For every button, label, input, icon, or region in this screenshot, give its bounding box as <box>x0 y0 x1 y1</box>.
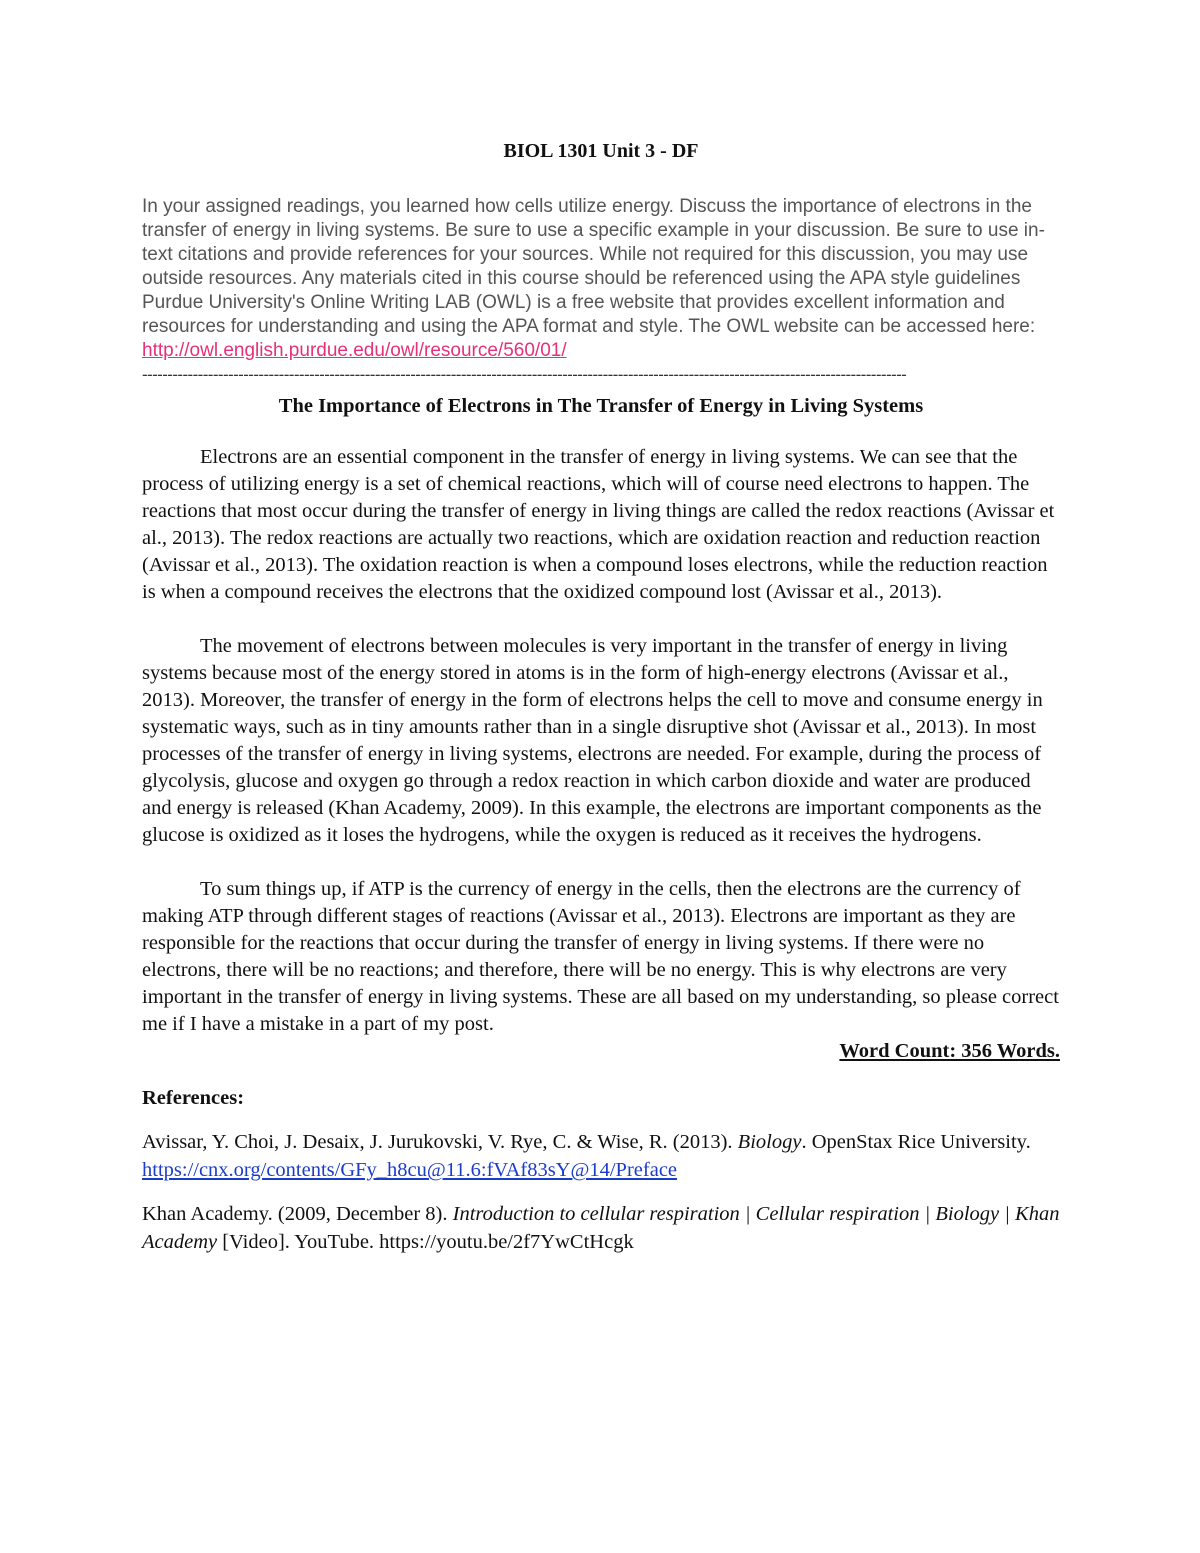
references-heading: References: <box>142 1087 245 1109</box>
reference-text: Khan Academy. (2009, December 8). <box>142 1203 453 1225</box>
reference-text: Avissar, Y. Choi, J. Desaix, J. Jurukovski, V. Rye, C. & Wise, R. (2013). <box>142 1131 738 1153</box>
reference-text: . OpenStax Rice University. <box>801 1131 1031 1153</box>
reference-title: Introduction to cellular respiration | Cellular respiration | Biology | Khan Academy <box>142 1203 1060 1253</box>
reference-item <box>142 1200 1060 1256</box>
section-divider: ------------------------------------------------------------------------------------------------------------------------------------------------------- <box>142 365 907 384</box>
owl-link[interactable]: http://owl.english.purdue.edu/owl/resource/560/01/ <box>142 340 567 361</box>
word-count: Word Count: 356 Words. <box>839 1040 1060 1062</box>
essay-paragraph-2: The movement of electrons between molecules is very important in the transfer of energy in living systems because most of the energy stored in atoms is in the form of high-energy electrons (Avissar et al., 2013). Moreover, the transfer of energy in the form of electrons helps the cell to move and consume energy in systematic ways, such as in tiny amounts rather than in a single disruptive shot (Avissar et al., 2013). In most processes of the transfer of energy in living systems, electrons are needed. For example, during the process of glycolysis, glucose and oxygen go through a redox reaction in which carbon dioxide and water are produced and energy is released (Khan Academy, 2009). In this example, the electrons are important components as the glucose is oxidized as it loses the hydrogens, while the oxygen is reduced as it receives the hydrogens. <box>142 635 1043 846</box>
reference-item <box>142 1128 1060 1184</box>
prompt-text: In your assigned readings, you learned how cells utilize energy. Discuss the importance of electrons in the transfer of energy in living systems. Be sure to use a specific example in your discussion. Be sure to use in-text citations and provide references for your sources. While not required for this discussion, you may use outside resources. Any materials cited in this course should be referenced using the APA style guidelines Purdue University's Online Writing LAB (OWL) is a free website that provides excellent information and resources for understanding and using the APA format and style. The OWL website can be accessed here: <box>142 196 1045 337</box>
reference-title: Biology <box>737 1131 802 1153</box>
document-title: BIOL 1301 Unit 3 - DF <box>503 140 699 162</box>
essay-paragraph-1: Electrons are an essential component in the transfer of energy in living systems. We can see that the process of utilizing energy is a set of chemical reactions, which will of course need electrons to happen. The reactions that most occur during the transfer of energy in living things are called the redox reactions (Avissar et al., 2013). The redox reactions are actually two reactions, which are oxidation reaction and reduction reaction (Avissar et al., 2013). The oxidation reaction is when a compound loses electrons, while the reduction reaction is when a compound receives the electrons that the oxidized compound lost (Avissar et al., 2013). <box>142 446 1055 603</box>
reference-text: [Video]. YouTube. https://youtu.be/2f7YwCtHcgk <box>217 1231 634 1253</box>
essay-paragraph-3: To sum things up, if ATP is the currency of energy in the cells, then the electrons are the currency of making ATP through different stages of reactions (Avissar et al., 2013). Electrons are important as they are responsible for the reactions that occur during the transfer of energy in living systems. If there were no electrons, there will be no reactions; and therefore, there will be no energy. This is why electrons are very important in the transfer of energy in living systems. These are all based on my understanding, so please correct me if I have a mistake in a part of my post. <box>142 878 1059 1035</box>
essay-title: The Importance of Electrons in The Transfer of Energy in Living Systems <box>278 395 924 417</box>
assignment-prompt <box>142 195 1060 363</box>
document-page <box>142 140 1060 1272</box>
reference-link[interactable]: https://cnx.org/contents/GFy_h8cu@11.6:fVAf83sY@14/Preface <box>142 1159 678 1181</box>
